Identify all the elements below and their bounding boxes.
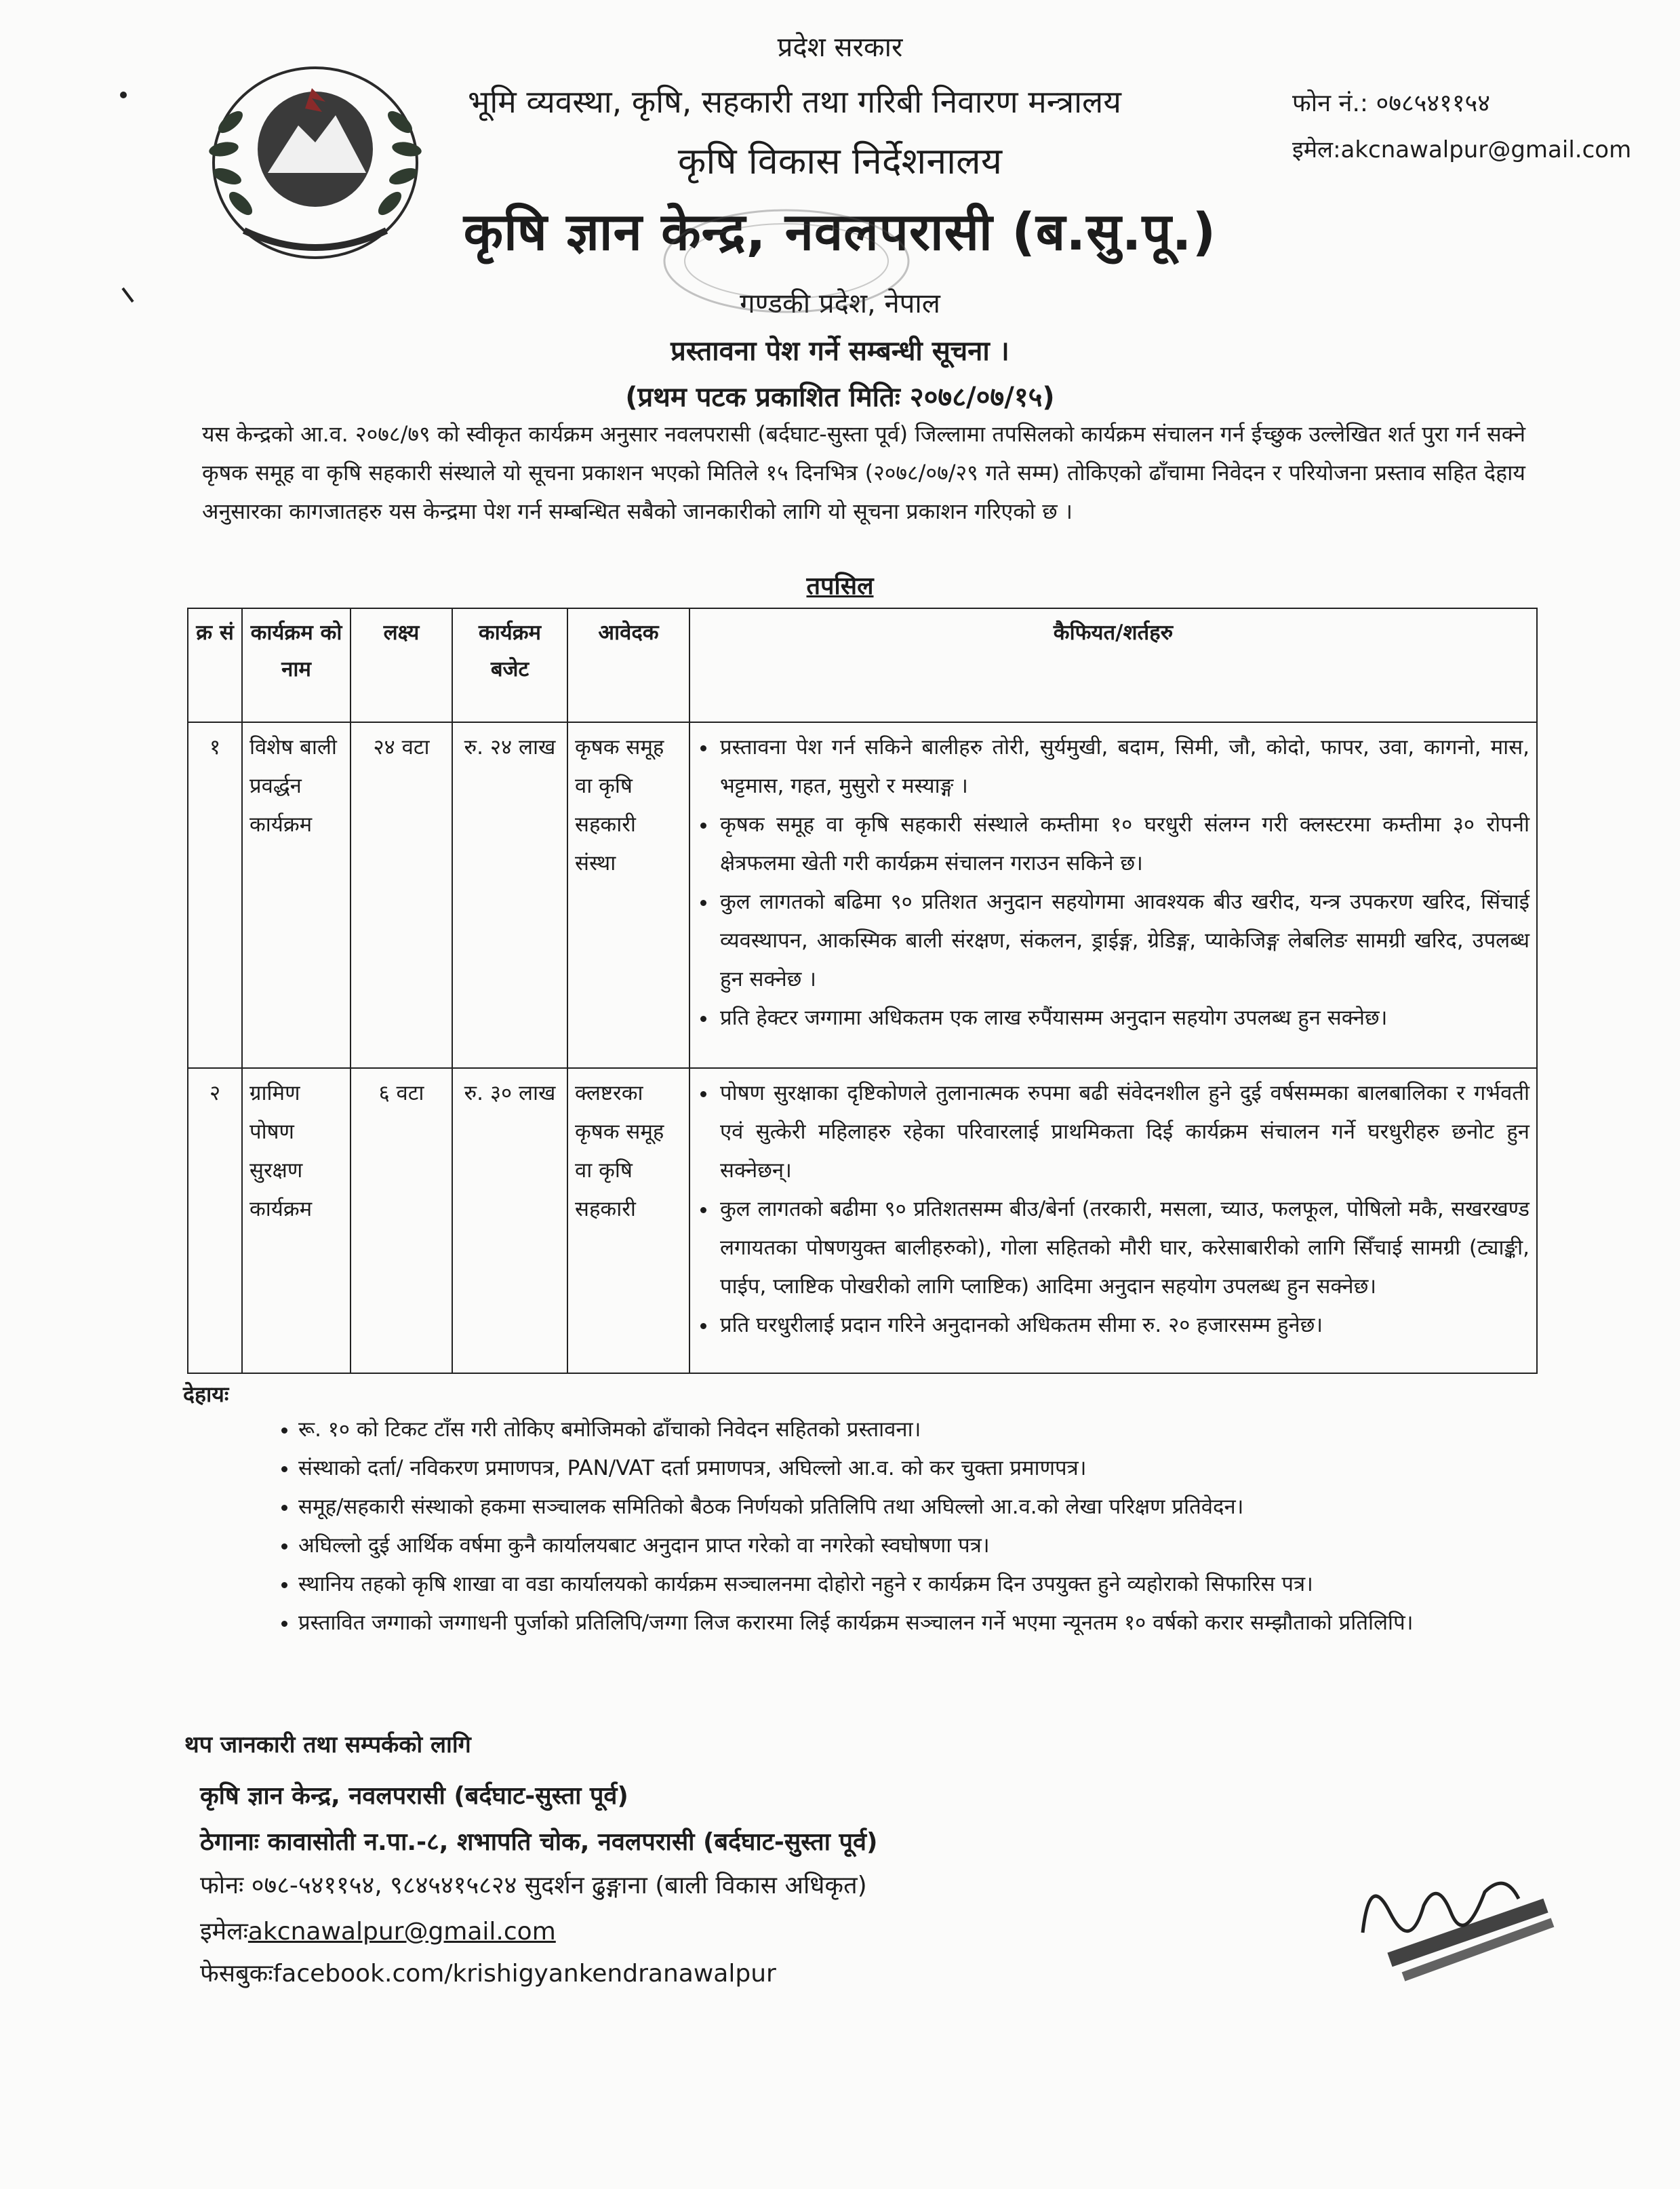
schedule-table xyxy=(187,608,1538,1374)
header-program: कार्यक्रम को नाम xyxy=(242,608,351,722)
contact-phone: फोनः ०७८-५४११५४, ९८४५४१५८२४ सुदर्शन ढुङ्गाना (बाली विकास अधिकृत) xyxy=(200,1872,867,1899)
row-applicant: क्लष्टरका कृषक समूह वा कृषि सहकारी xyxy=(567,1068,689,1373)
row-budget: रु. २४ लाख xyxy=(452,722,567,1068)
row-conditions xyxy=(689,722,1537,1068)
header-conditions: कैफियत/शर्तहरु xyxy=(689,608,1537,722)
contact-email-link[interactable]: akcnawalpur@gmail.com xyxy=(247,1918,556,1946)
attachments-heading: देहायः xyxy=(183,1381,229,1407)
office-stamp-icon xyxy=(651,203,922,319)
ministry-name: भूमि व्यवस्था, कृषि, सहकारी तथा गरिबी निवारण मन्त्रालय xyxy=(468,83,1121,120)
published-date: (प्रथम पटक प्रकाशित मितिः २०७८/०७/१५) xyxy=(625,382,1055,413)
attachment-item: • अघिल्लो दुई आर्थिक वर्षमा कुनै कार्यालयबाट अनुदान प्राप्त गरेको वा नगरेको स्वघोषणा पत्र। xyxy=(298,1526,1578,1565)
row-budget: रु. ३० लाख xyxy=(452,1068,567,1373)
attachment-item: • स्थानिय तहको कृषि शाखा वा वडा कार्यालयको कार्यक्रम सञ्चालनमा दोहोरो नहुने र कार्यक्रम दिन उपयुक्त हुने व्यहोराको सिफारिस पत्र। xyxy=(298,1565,1578,1604)
header-applicant: आवेदक xyxy=(567,608,689,722)
header-target: लक्ष्य xyxy=(351,608,452,722)
signature-icon xyxy=(1349,1831,1566,1987)
table-header-row xyxy=(188,608,1537,722)
condition-item: • कुल लागतको बढिमा ९० प्रतिशत अनुदान सहयोगमा आवश्यक बीउ खरीद, यन्त्र उपकरण खरिद, सिंचाई व्यवस्थापन, आकस्मिक बाली संरक्षण, संकलन, ड्राईङ्ग, ग्रेडिङ्ग, प्याकेजिङ्ग लेबलिङ सामग्री खरिद, उपलब्ध हुन सक्नेछ । xyxy=(717,883,1529,999)
province-name: गण्डकी प्रदेश, नेपाल xyxy=(740,288,940,319)
contact-facebook-label: फेसबुकः xyxy=(200,1960,273,1988)
contact-email-row xyxy=(200,1914,556,1947)
row-target: २४ वटा xyxy=(351,722,452,1068)
condition-item: • प्रति हेक्टर जग्गामा अधिकतम एक लाख रुपैंयासम्म अनुदान सहयोग उपलब्ध हुन सक्नेछ। xyxy=(717,999,1529,1038)
contact-facebook-row xyxy=(200,1956,776,1989)
row-sn: १ xyxy=(188,722,242,1068)
contact-heading: थप जानकारी तथा सम्पर्कको लागि xyxy=(184,1731,471,1758)
row-program: ग्रामिण पोषण सुरक्षण कार्यक्रम xyxy=(242,1068,351,1373)
condition-item: • कुल लागतको बढीमा ९० प्रतिशतसम्म बीउ/बेर्ना (तरकारी, मसला, च्याउ, फलफूल, पोषिलो मकै, सखरखण्ड लगायतका पोषणयुक्त बालीहरुको), गोला सहितको मौरी घार, करेसाबारीको लागि सिँचाई सामग्री (ट्याङ्की, पाईप, प्लाष्टिक पोखरीको लागि प्लाष्टिक) आदिमा अनुदान सहयोग उपलब्ध हुन सक्नेछ। xyxy=(717,1190,1529,1306)
contact-office: कृषि ज्ञान केन्द्र, नवलपरासी (बर्दघाट-सुस्ता पूर्व) xyxy=(200,1782,628,1810)
attachments-list xyxy=(244,1411,1578,1642)
condition-item: • प्रति घरधुरीलाई प्रदान गरिने अनुदानको अधिकतम सीमा रु. २० हजारसम्म हुनेछ। xyxy=(717,1306,1529,1345)
schedule-caption: तपसिल xyxy=(806,572,874,600)
row-sn: २ xyxy=(188,1068,242,1373)
attachment-item: • समूह/सहकारी संस्थाको हकमा सञ्चालक समितिको बैठक निर्णयको प्रतिलिपि तथा अघिल्लो आ.व.को लेखा परिक्षण प्रतिवेदन। xyxy=(298,1488,1578,1526)
row-program: विशेष बाली प्रवर्द्धन कार्यक्रम xyxy=(242,722,351,1068)
attachment-item: • प्रस्तावित जग्गाको जग्गाधनी पुर्जाको प्रतिलिपि/जग्गा लिज करारमा लिई कार्यक्रम सञ्चालन गर्ने भएमा न्यूनतम १० वर्षको करार सम्झौताको प्रतिलिपि। xyxy=(298,1604,1578,1642)
condition-item: • पोषण सुरक्षाका दृष्टिकोणले तुलानात्मक रुपमा बढी संवेदनशील हुने दुई वर्षसम्मका बालबालिका र गर्भवती एवं सुत्केरी महिलाहरु रहेका परिवारलाई प्राथमिकता दिई कार्यक्रम संचालन गर्ने घरधुरीहरु छनोट हुन सक्नेछन्। xyxy=(717,1074,1529,1190)
header-email: इमेल:akcnawalpur@gmail.com xyxy=(1292,136,1632,163)
condition-item: • कृषक समूह वा कृषि सहकारी संस्थाले कम्तीमा १० घरधुरी संलग्न गरी क्लस्टरमा कम्तीमा ३० रोपनी क्षेत्रफलमा खेती गरी कार्यक्रम संचालन गराउन सकिने छ। xyxy=(717,806,1529,883)
contact-facebook-link[interactable]: facebook.com/krishigyankendranawalpur xyxy=(273,1960,776,1988)
government-label: प्रदेश सरकार xyxy=(777,32,903,63)
scan-speck-icon xyxy=(119,285,140,305)
row-applicant: कृषक समूह वा कृषि सहकारी संस्था xyxy=(567,722,689,1068)
directorate-name: कृषि विकास निर्देशनालय xyxy=(677,140,1003,182)
table-row xyxy=(188,722,1537,1068)
header-sn: क्र सं xyxy=(188,608,242,722)
scan-speck-icon xyxy=(115,88,136,102)
condition-item: • प्रस्तावना पेश गर्न सकिने बालीहरु तोरी, सुर्यमुखी, बदाम, सिमी, जौ, कोदो, फापर, उवा, कागनो, मास, भट्टमास, गहत, मुसुरो र मस्याङ्ग । xyxy=(717,728,1529,806)
contact-address: ठेगानाः कावासोती न.पा.-८, शभापति चोक, नवलपरासी (बर्दघाट-सुस्ता पूर्व) xyxy=(200,1828,878,1856)
center-name: कृषि ज्ञान केन्द्र, नवलपरासी (ब.सु.पू.) xyxy=(463,201,1217,262)
header-phone: फोन नं.: ०७८५४११५४ xyxy=(1292,90,1490,117)
row-conditions xyxy=(689,1068,1537,1373)
intro-paragraph: यस केन्द्रको आ.व. २०७८/७९ को स्वीकृत कार्यक्रम अनुसार नवलपरासी (बर्दघाट-सुस्ता पूर्व) जिल्लामा तपसिलको कार्यक्रम संचालन गर्न ईच्छुक उल्लेखित शर्त पुरा गर्न सक्ने कृषक समूह वा कृषि सहकारी संस्थाले यो सूचना प्रकाशन भएको मितिले १५ दिनभित्र (२०७८/०७/२९ गते सम्म) तोकिएको ढाँचामा निवेदन र परियोजना प्रस्ताव सहित देहाय अनुसारका कागजातहरु यस केन्द्रमा पेश गर्न सम्बन्धित सबैको जानकारीको लागि यो सूचना प्रकाशन गरिएको छ । xyxy=(202,421,1525,524)
row-target: ६ वटा xyxy=(351,1068,452,1373)
notice-title: प्रस्तावना पेश गर्ने सम्बन्धी सूचना । xyxy=(671,336,1009,367)
attachment-item: • संस्थाको दर्ता/ नविकरण प्रमाणपत्र, PAN/VAT दर्ता प्रमाणपत्र, अघिल्लो आ.व. को कर चुक्ता प्रमाणपत्र। xyxy=(298,1449,1578,1488)
table-row xyxy=(188,1068,1537,1373)
contact-email-label: इमेलः xyxy=(200,1918,248,1946)
header-budget: कार्यक्रम बजेट xyxy=(452,608,567,722)
attachment-item: • रू. १० को टिकट टाँस गरी तोकिए बमोजिमको ढाँचाको निवेदन सहितको प्रस्तावना। xyxy=(298,1411,1578,1449)
